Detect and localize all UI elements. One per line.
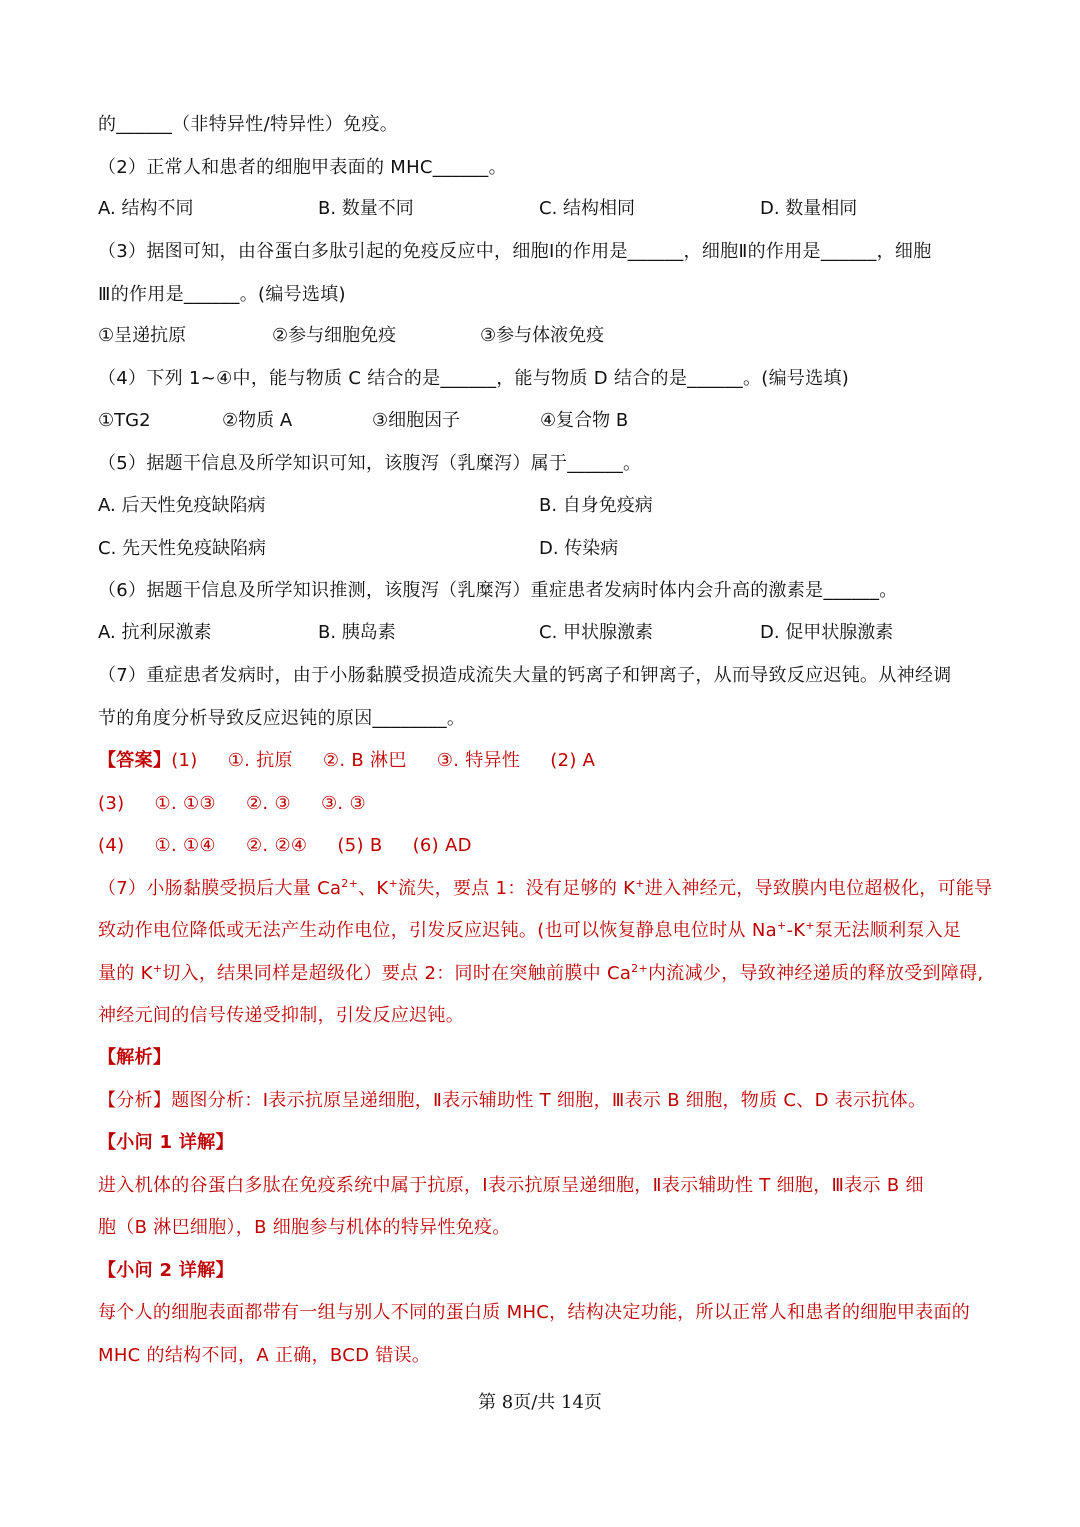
answer-row-3: (4) ①. ①④ ②. ②④ (5) B (6) AD xyxy=(98,835,472,856)
question-3-line-1: （3）据图可知，由谷蛋白多肽引起的免疫反应中，细胞Ⅰ的作用是______，细胞Ⅱ的作用是______，细胞 xyxy=(98,241,932,262)
sub-question-1-line-1: 进入机体的谷蛋白多肽在免疫系统中属于抗原，Ⅰ表示抗原呈递细胞，Ⅱ表示辅助性 T 细胞，Ⅲ表示 B 细 xyxy=(98,1175,924,1196)
q2-option-b: B. 数量不同 xyxy=(318,198,414,219)
q6-option-b: B. 胰岛素 xyxy=(318,622,396,643)
sub-question-2-label: 【小问 2 详解】 xyxy=(98,1260,234,1281)
q4-option-3: ③细胞因子 xyxy=(372,410,461,431)
answer-q7-line-4: 神经元间的信号传递受抑制，引发反应迟钝。 xyxy=(98,1005,464,1026)
question-7-line-1: （7）重症患者发病时，由于小肠黏膜受损造成流失大量的钙离子和钾离子，从而导致反应迟钝。从神经调 xyxy=(98,665,952,686)
q5-option-c: C. 先天性免疫缺陷病 xyxy=(98,538,267,559)
sub-question-1-label: 【小问 1 详解】 xyxy=(98,1132,234,1153)
question-3-line-2: Ⅲ的作用是______。(编号选填) xyxy=(98,284,346,305)
answer-q7-line-1: （7）小肠黏膜受损后大量 $Ca^{2+}$、K+流失，要点 1：没有足够的 K+进入神经元，导致膜内电位超极化，可能导 xyxy=(98,877,993,899)
q5-option-a: A. 后天性免疫缺陷病 xyxy=(98,495,266,516)
question-1-tail: 的______（非特异性/特异性）免疫。 xyxy=(98,114,399,135)
q4-option-1: ①TG2 xyxy=(98,410,151,431)
q2-option-d: D. 数量相同 xyxy=(760,198,858,219)
question-2: （2）正常人和患者的细胞甲表面的 MHC______。 xyxy=(98,157,507,178)
q4-option-4: ④复合物 B xyxy=(540,410,629,431)
answer-label: 【答案】 xyxy=(98,750,172,771)
question-5: （5）据题干信息及所学知识可知，该腹泻（乳糜泻）属于______。 xyxy=(98,453,642,474)
q2-option-a: A. 结构不同 xyxy=(98,198,194,219)
answer-row-1-text: (1) ①. 抗原 ②. B 淋巴 ③. 特异性 (2) A xyxy=(171,750,596,771)
q3-option-2: ②参与细胞免疫 xyxy=(272,325,397,346)
q4-option-2: ②物质 A xyxy=(222,410,293,431)
answer-q7-line-3: 量的 K+切入，结果同样是超级化）要点 2：同时在突触前膜中 $Ca^{2+}$内流减少，导致神经递质的释放受到障碍, xyxy=(98,962,984,984)
sub-question-1-line-2: 胞（B 淋巴细胞），B 细胞参与机体的特异性免疫。 xyxy=(98,1217,511,1238)
answer-q7-line-2: 致动作电位降低或无法产生动作电位，引发反应迟钝。(也可以恢复静息电位时从 Na+-K+泵无法顺利泵入足 xyxy=(98,919,962,941)
question-4: （4）下列 1~④中，能与物质 C 结合的是______，能与物质 D 结合的是______。(编号选填) xyxy=(98,368,850,389)
q2-option-c: C. 结构相同 xyxy=(539,198,636,219)
q6-option-c: C. 甲状腺激素 xyxy=(539,622,654,643)
analysis-summary: 【分析】题图分析：Ⅰ表示抗原呈递细胞，Ⅱ表示辅助性 T 细胞，Ⅲ表示 B 细胞，物质 C、D 表示抗体。 xyxy=(98,1090,927,1111)
sub-question-2-line-2: MHC 的结构不同，A 正确，BCD 错误。 xyxy=(98,1345,431,1366)
q3-option-1: ①呈递抗原 xyxy=(98,325,187,346)
question-7-line-2: 节的角度分析导致反应迟钝的原因________。 xyxy=(98,708,466,729)
q3-option-3: ③参与体液免疫 xyxy=(480,325,605,346)
answer-row-1 xyxy=(98,748,988,774)
question-6: （6）据题干信息及所学知识推测，该腹泻（乳糜泻）重症患者发病时体内会升高的激素是______。 xyxy=(98,580,898,601)
q5-option-b: B. 自身免疫病 xyxy=(539,495,653,516)
analysis-label: 【解析】 xyxy=(98,1047,172,1068)
page-footer: 第 8页/共 14页 xyxy=(478,1392,602,1413)
sub-question-2-line-1: 每个人的细胞表面都带有一组与别人不同的蛋白质 MHC，结构决定功能，所以正常人和患者的细胞甲表面的 xyxy=(98,1302,971,1323)
answer-row-2: (3) ①. ①③ ②. ③ ③. ③ xyxy=(98,793,366,814)
q6-option-d: D. 促甲状腺激素 xyxy=(760,622,894,643)
q5-option-d: D. 传染病 xyxy=(539,538,619,559)
q6-option-a: A. 抗利尿激素 xyxy=(98,622,212,643)
